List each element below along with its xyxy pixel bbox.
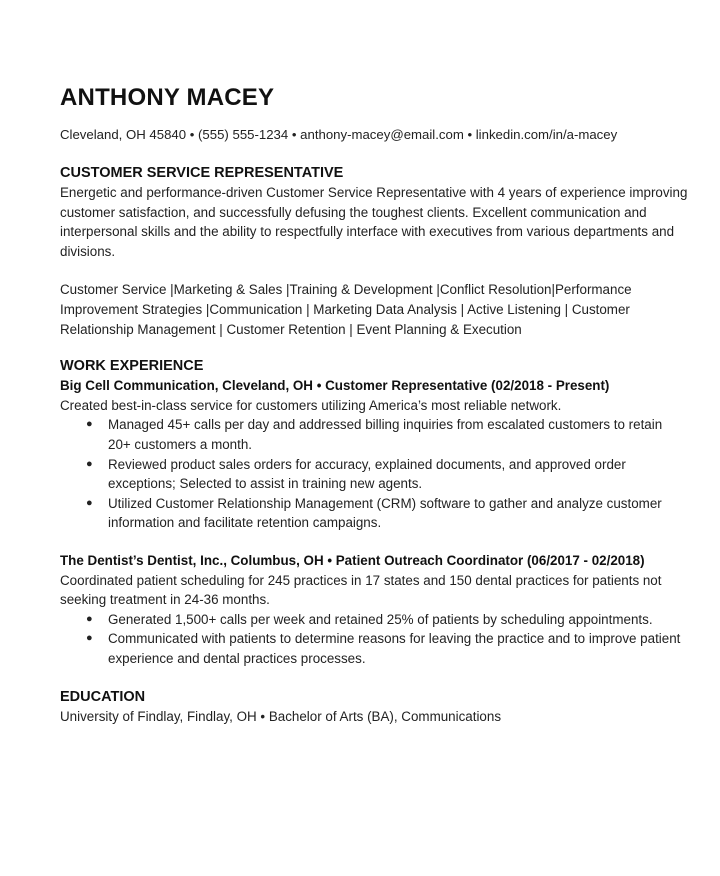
education-entry: University of Findlay, Findlay, OH • Bachelor of Arts (BA), Communications (60, 709, 502, 725)
bullet-icon: ● (86, 632, 93, 645)
bullet-icon: ● (86, 457, 93, 470)
candidate-name: ANTHONY MACEY (60, 84, 275, 111)
job-bullet-text: Utilized Customer Relationship Management (CRM) software to gather and analyze customer information and facilitate retention campaigns. (108, 495, 662, 531)
job-entry (60, 551, 690, 669)
bullet-icon: ● (86, 496, 93, 509)
job-bullet-text: Reviewed product sales orders for accuracy, explained documents, and approved order exceptions; Selected to assist in training new agents. (108, 456, 626, 492)
resume-body (60, 163, 690, 727)
skills-list: Customer Service |Marketing & Sales |Training & Development |Conflict Resolution|Performance Improvement Strategies |Communication | Marketing Data Analysis | Active Listening | Customer Relationship Management | Customer Retention | Event Planning & Execution (60, 282, 632, 337)
job-entry (60, 376, 690, 533)
job-bullet-text: Generated 1,500+ calls per week and retained 25% of patients by scheduling appointments. (108, 611, 653, 627)
job-heading: Big Cell Communication, Cleveland, OH • Customer Representative (02/2018 - Present) (60, 378, 610, 394)
education-title: EDUCATION (60, 689, 146, 706)
summary-title: CUSTOMER SERVICE REPRESENTATIVE (60, 165, 344, 181)
job-bullet (86, 629, 688, 668)
job-bullets (60, 415, 690, 533)
summary-text: Energetic and performance-driven Customer Service Representative with 4 years of experience improving customer satisfaction, and successfully defusing the toughest clients. Excellent communication and interpersonal skills and the ability to respectfully interface with executives from various departments and divisions. (60, 185, 688, 259)
job-bullet (86, 494, 688, 533)
job-description: Created best-in-class service for customers utilizing America’s most reliable network. (60, 397, 562, 413)
contact-line: Cleveland, OH 45840 • (555) 555-1234 • anthony-macey@email.com • linkedin.com/in/a-macey (60, 127, 618, 142)
job-bullet (86, 455, 688, 494)
bullet-icon: ● (86, 612, 93, 625)
job-bullets (60, 610, 690, 669)
job-description: Coordinated patient scheduling for 245 practices in 17 states and 150 dental practices for patients not seeking treatment in 24-36 months. (60, 572, 662, 608)
job-bullet (86, 415, 688, 454)
job-bullet (86, 610, 688, 630)
bullet-icon: ● (86, 418, 93, 431)
job-bullet-text: Communicated with patients to determine reasons for leaving the practice and to improve patient experience and dental practices processes. (108, 631, 681, 666)
work-experience-title: WORK EXPERIENCE (60, 358, 204, 375)
job-heading: The Dentist’s Dentist, Inc., Columbus, OH • Patient Outreach Coordinator (06/2017 - 02/2018) (60, 552, 645, 568)
job-bullet-text: Managed 45+ calls per day and addressed billing inquiries from escalated customers to retain 20+ customers a month. (108, 417, 663, 452)
